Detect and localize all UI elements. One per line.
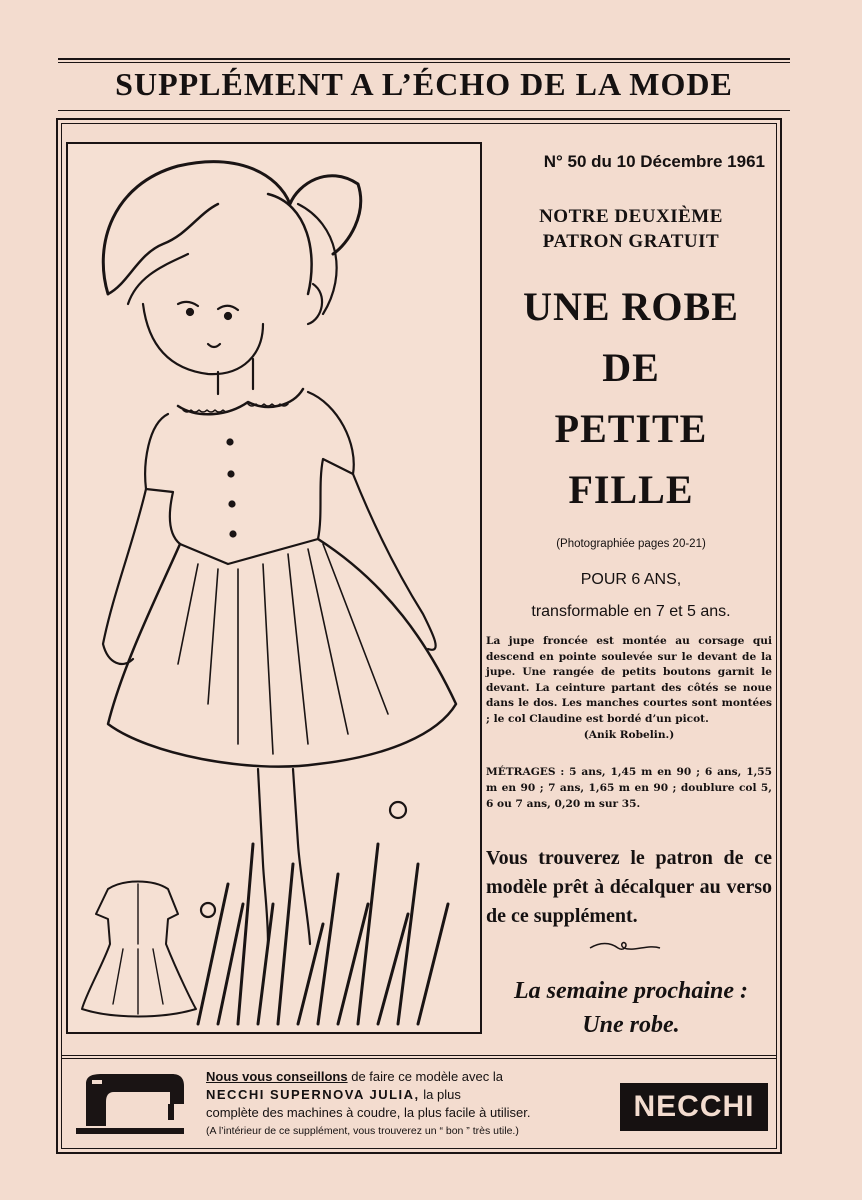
ad-rule [61,1058,777,1059]
age-line: POUR 6 ANS, [580,571,682,588]
necchi-ad-text [206,1068,606,1140]
ornament-icon [588,940,662,954]
header-underline [58,110,790,111]
metrages [486,764,772,812]
girl-dress-illustration [66,142,482,1034]
next-week [485,974,777,1042]
top-rule [58,58,790,60]
ad-note: (A l’intérieur de ce supplément, vous trouverez un “ bon ” très utile.) [206,1125,519,1137]
kicker [485,204,777,254]
description [486,634,772,743]
kicker-line-2: PATRON GRATUIT [542,231,720,252]
title-line-4: FILLE [568,467,694,512]
ad-brand: NECCHI SUPERNOVA JULIA, [206,1087,420,1102]
issue-date: N° 50 du 10 Décembre 1961 [543,152,765,171]
ad-line-1 [206,1068,606,1086]
metrages-label: MÉTRAGES : [486,766,565,778]
description-text: La jupe froncée est montée au corsage qui descend en pointe soulevée sur le devant de la jupe. Une rangée de petits boutons garnit le devant. La ceinture partant des côtés se noue dans le dos. Les manches courtes sont montées ; le col Claudine est bordé d’un picot. [486,635,772,725]
metrages-text: 5 ans, 1,45 m en 90 ; 6 ans, 1,55 m en 90 ; 7 ans, 1,65 m en 90 ; doublure col 5, 6 ou 7 ans, 0,20 m sur 35. [486,766,772,810]
ad-line-3: complète des machines à coudre, la plus facile à utiliser. [206,1105,531,1120]
ad-rule-top [61,1055,777,1056]
author: (Anik Robelin.) [583,728,675,741]
girl-drawing [68,144,480,1032]
ad-lead: Nous vous conseillons [206,1069,348,1084]
title-line-1: UNE ROBE [523,284,739,329]
kicker-line-1: NOTRE DEUXIÈME [539,206,723,227]
verso-note: Vous trouverez le patron de ce modèle prêt à décalquer au verso de ce supplément. [486,847,772,927]
transformable-line: transformable en 7 et 5 ans. [531,603,731,620]
ad-line-2 [206,1086,606,1104]
sewing-machine-icon [72,1070,190,1136]
top-rule-2 [58,62,790,63]
title-line-2: DE [602,345,660,390]
ad-line-2-rest: la plus [423,1087,461,1102]
photo-note: (Photographiée pages 20-21) [556,538,706,550]
next-week-line-1: La semaine prochaine : [514,978,748,1004]
title-line-3: PETITE [554,406,708,451]
supplement-header: SUPPLÉMENT A L’ÉCHO DE LA MODE [115,66,733,102]
next-week-line-2: Une robe. [582,1012,680,1038]
ad-line-1-rest: de faire ce modèle avec la [351,1069,503,1084]
necchi-logo: NECCHI [620,1083,768,1131]
